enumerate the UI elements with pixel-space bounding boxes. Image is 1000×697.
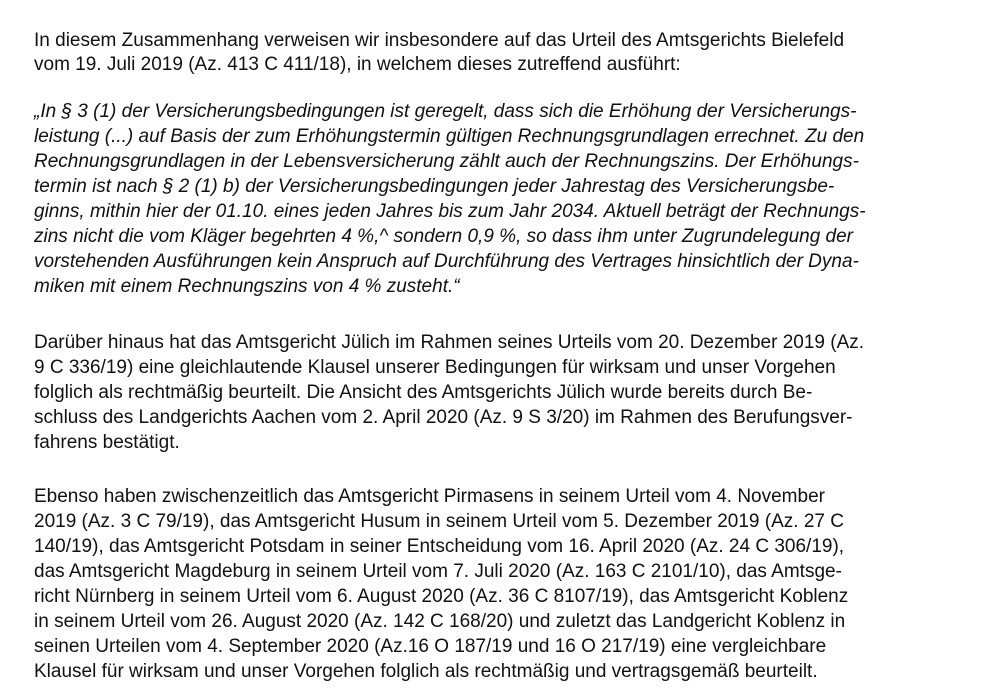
paragraph-line: In diesem Zusammenhang verweisen wir insbesondere auf das Urteil des Amtsgerichts Bielefeld bbox=[34, 30, 845, 51]
paragraph-line: 2019 (Az. 3 C 79/19), das Amtsgericht Husum in seinem Urteil vom 5. Dezember 2019 (Az. 27 C bbox=[34, 511, 844, 532]
quote-line: vorstehenden Ausführungen kein Anspruch auf Durchführung des Vertrages hinsichtlich der Dyna- bbox=[34, 251, 859, 272]
paragraph-line: fahrens bestätigt. bbox=[34, 432, 180, 453]
quote-line: zins nicht die vom Kläger begehrten 4 %,^ sondern 0,9 %, so dass ihm unter Zugrundelegung der bbox=[34, 226, 854, 247]
paragraph-line: in seinem Urteil vom 26. August 2020 (Az. 142 C 168/20) und zuletzt das Landgericht Koblenz in bbox=[34, 611, 846, 632]
paragraph-line: Klausel für wirksam und unser Vorgehen folglich als rechtmäßig und vertragsgemäß beurteilt. bbox=[34, 661, 818, 682]
quote-line: Rechnungsgrundlagen in der Lebensversicherung zählt auch der Rechnungszins. Der Erhöhungs- bbox=[34, 151, 859, 172]
quote-line: ginns, mithin hier der 01.10. eines jeden Jahres bis zum Jahr 2034. Aktuell beträgt der Rechnungs- bbox=[34, 201, 866, 222]
paragraph-line: seinen Urteilen vom 4. September 2020 (Az.16 O 187/19 und 16 O 217/19) eine vergleichbare bbox=[34, 636, 827, 657]
quote-line: miken mit einem Rechnungszins von 4 % zusteht.“ bbox=[34, 276, 460, 297]
paragraph-line: folglich als rechtmäßig beurteilt. Die Ansicht des Amtsgerichts Jülich wurde bereits durch Be- bbox=[34, 382, 813, 403]
paragraph-line: das Amtsgericht Magdeburg in seinem Urteil vom 7. Juli 2020 (Az. 163 C 2101/10), das Amtsge- bbox=[34, 561, 842, 582]
paragraph-line: vom 19. Juli 2019 (Az. 413 C 411/18), in welchem dieses zutreffend ausführt: bbox=[34, 54, 681, 75]
paragraph-line: Ebenso haben zwischenzeitlich das Amtsgericht Pirmasens in seinem Urteil vom 4. November bbox=[34, 486, 825, 507]
paragraph-line: schluss des Landgerichts Aachen vom 2. April 2020 (Az. 9 S 3/20) im Rahmen des Berufungsver- bbox=[34, 407, 853, 428]
paragraph-line: 140/19), das Amtsgericht Potsdam in seiner Entscheidung vom 16. April 2020 (Az. 24 C 306/19), bbox=[34, 536, 845, 557]
quote-line: termin ist nach § 2 (1) b) der Versicherungsbedingungen jeder Jahrestag des Versicherungsbe- bbox=[34, 176, 835, 197]
quote-line: „In § 3 (1) der Versicherungsbedingungen ist geregelt, dass sich die Erhöhung der Versicherungs- bbox=[34, 101, 857, 122]
paragraph-line: Darüber hinaus hat das Amtsgericht Jülich im Rahmen seines Urteils vom 20. Dezember 2019 (Az. bbox=[34, 332, 865, 353]
quote-line: leistung (...) auf Basis der zum Erhöhungstermin gültigen Rechnungsgrundlagen errechnet. Zu den bbox=[34, 126, 865, 147]
paragraph-line: richt Nürnberg in seinem Urteil vom 6. August 2020 (Az. 36 C 8107/19), das Amtsgericht Koblenz bbox=[34, 586, 849, 607]
paragraph-line: 9 C 336/19) eine gleichlautende Klausel unserer Bedingungen für wirksam und unser Vorgehen bbox=[34, 357, 836, 378]
